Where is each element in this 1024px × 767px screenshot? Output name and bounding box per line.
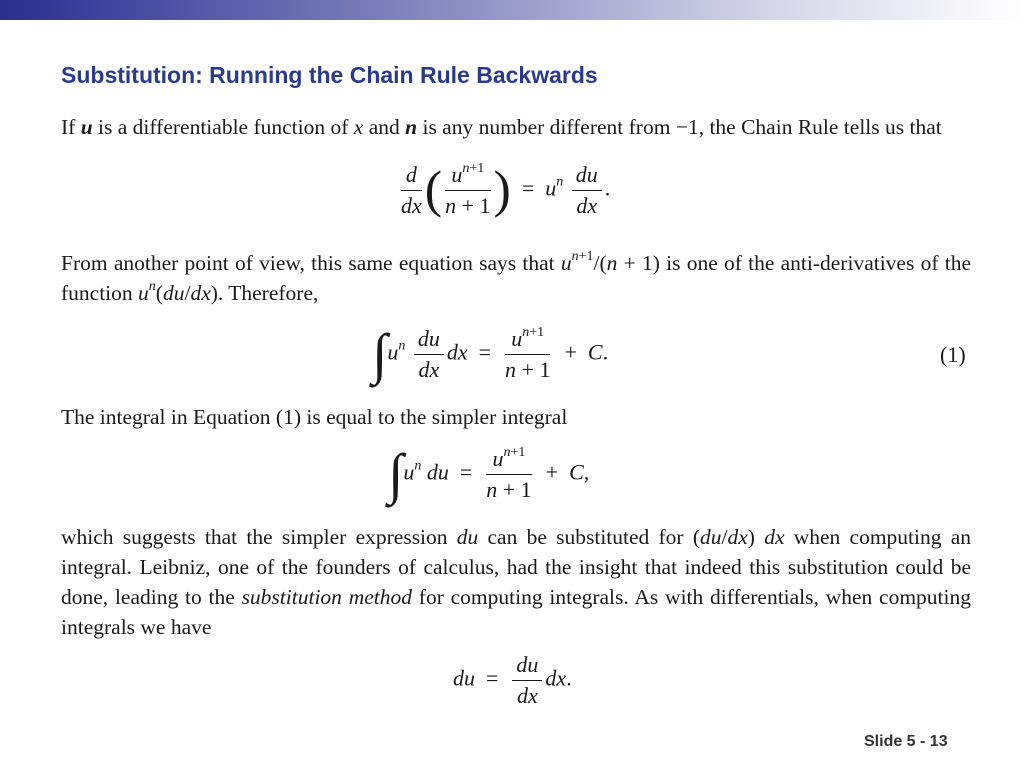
paragraph-2: From another point of view, this same equation says that $u^{n+1}/(n + 1)$ is one of the anti-derivatives of the function $u^n(du/dx)$. Therefore, — [61, 249, 971, 305]
differential-equation: du = $\frac{du}{dx}$ dx. — [453, 652, 572, 708]
paragraph-3: The integral in Equation (1) is equal to the simpler integral — [61, 405, 568, 429]
paragraph-4: which suggests that the simpler expression du can be substituted for (du/dx) dx when computing an integral. Leibniz, one of the founders of calculus, had the insight that indeed this substitution could be done, leading to the substitution method for computing integrals. As with differentials, when computing integrals we have — [61, 525, 972, 639]
integral-equation-1: $\int u^n$ $\frac{du}{dx}$ dx = $\frac{u^{n+1}}{n + 1}$ + C. — [372, 323, 609, 386]
paragraph-1: If u is a differentiable function of x and n is any number different from −1, the Chain Rule tells us that — [61, 115, 942, 139]
top-gradient-bar — [0, 0, 1024, 20]
slide-title: Substitution: Running the Chain Rule Backwards — [61, 62, 598, 88]
simpler-integral-equation: $\int u^n$ du = $\frac{u^{n+1}}{n + 1}$ + C, — [388, 443, 590, 506]
chain-rule-equation: $\frac{d}{dx}$ ( $\frac{u^{n+1}}{n + 1}$ ) = $u^n$ $\frac{du}{dx}$ . — [401, 161, 611, 219]
equation-number: (1) — [940, 342, 966, 367]
slide-number: Slide 5 - 13 — [864, 733, 948, 750]
